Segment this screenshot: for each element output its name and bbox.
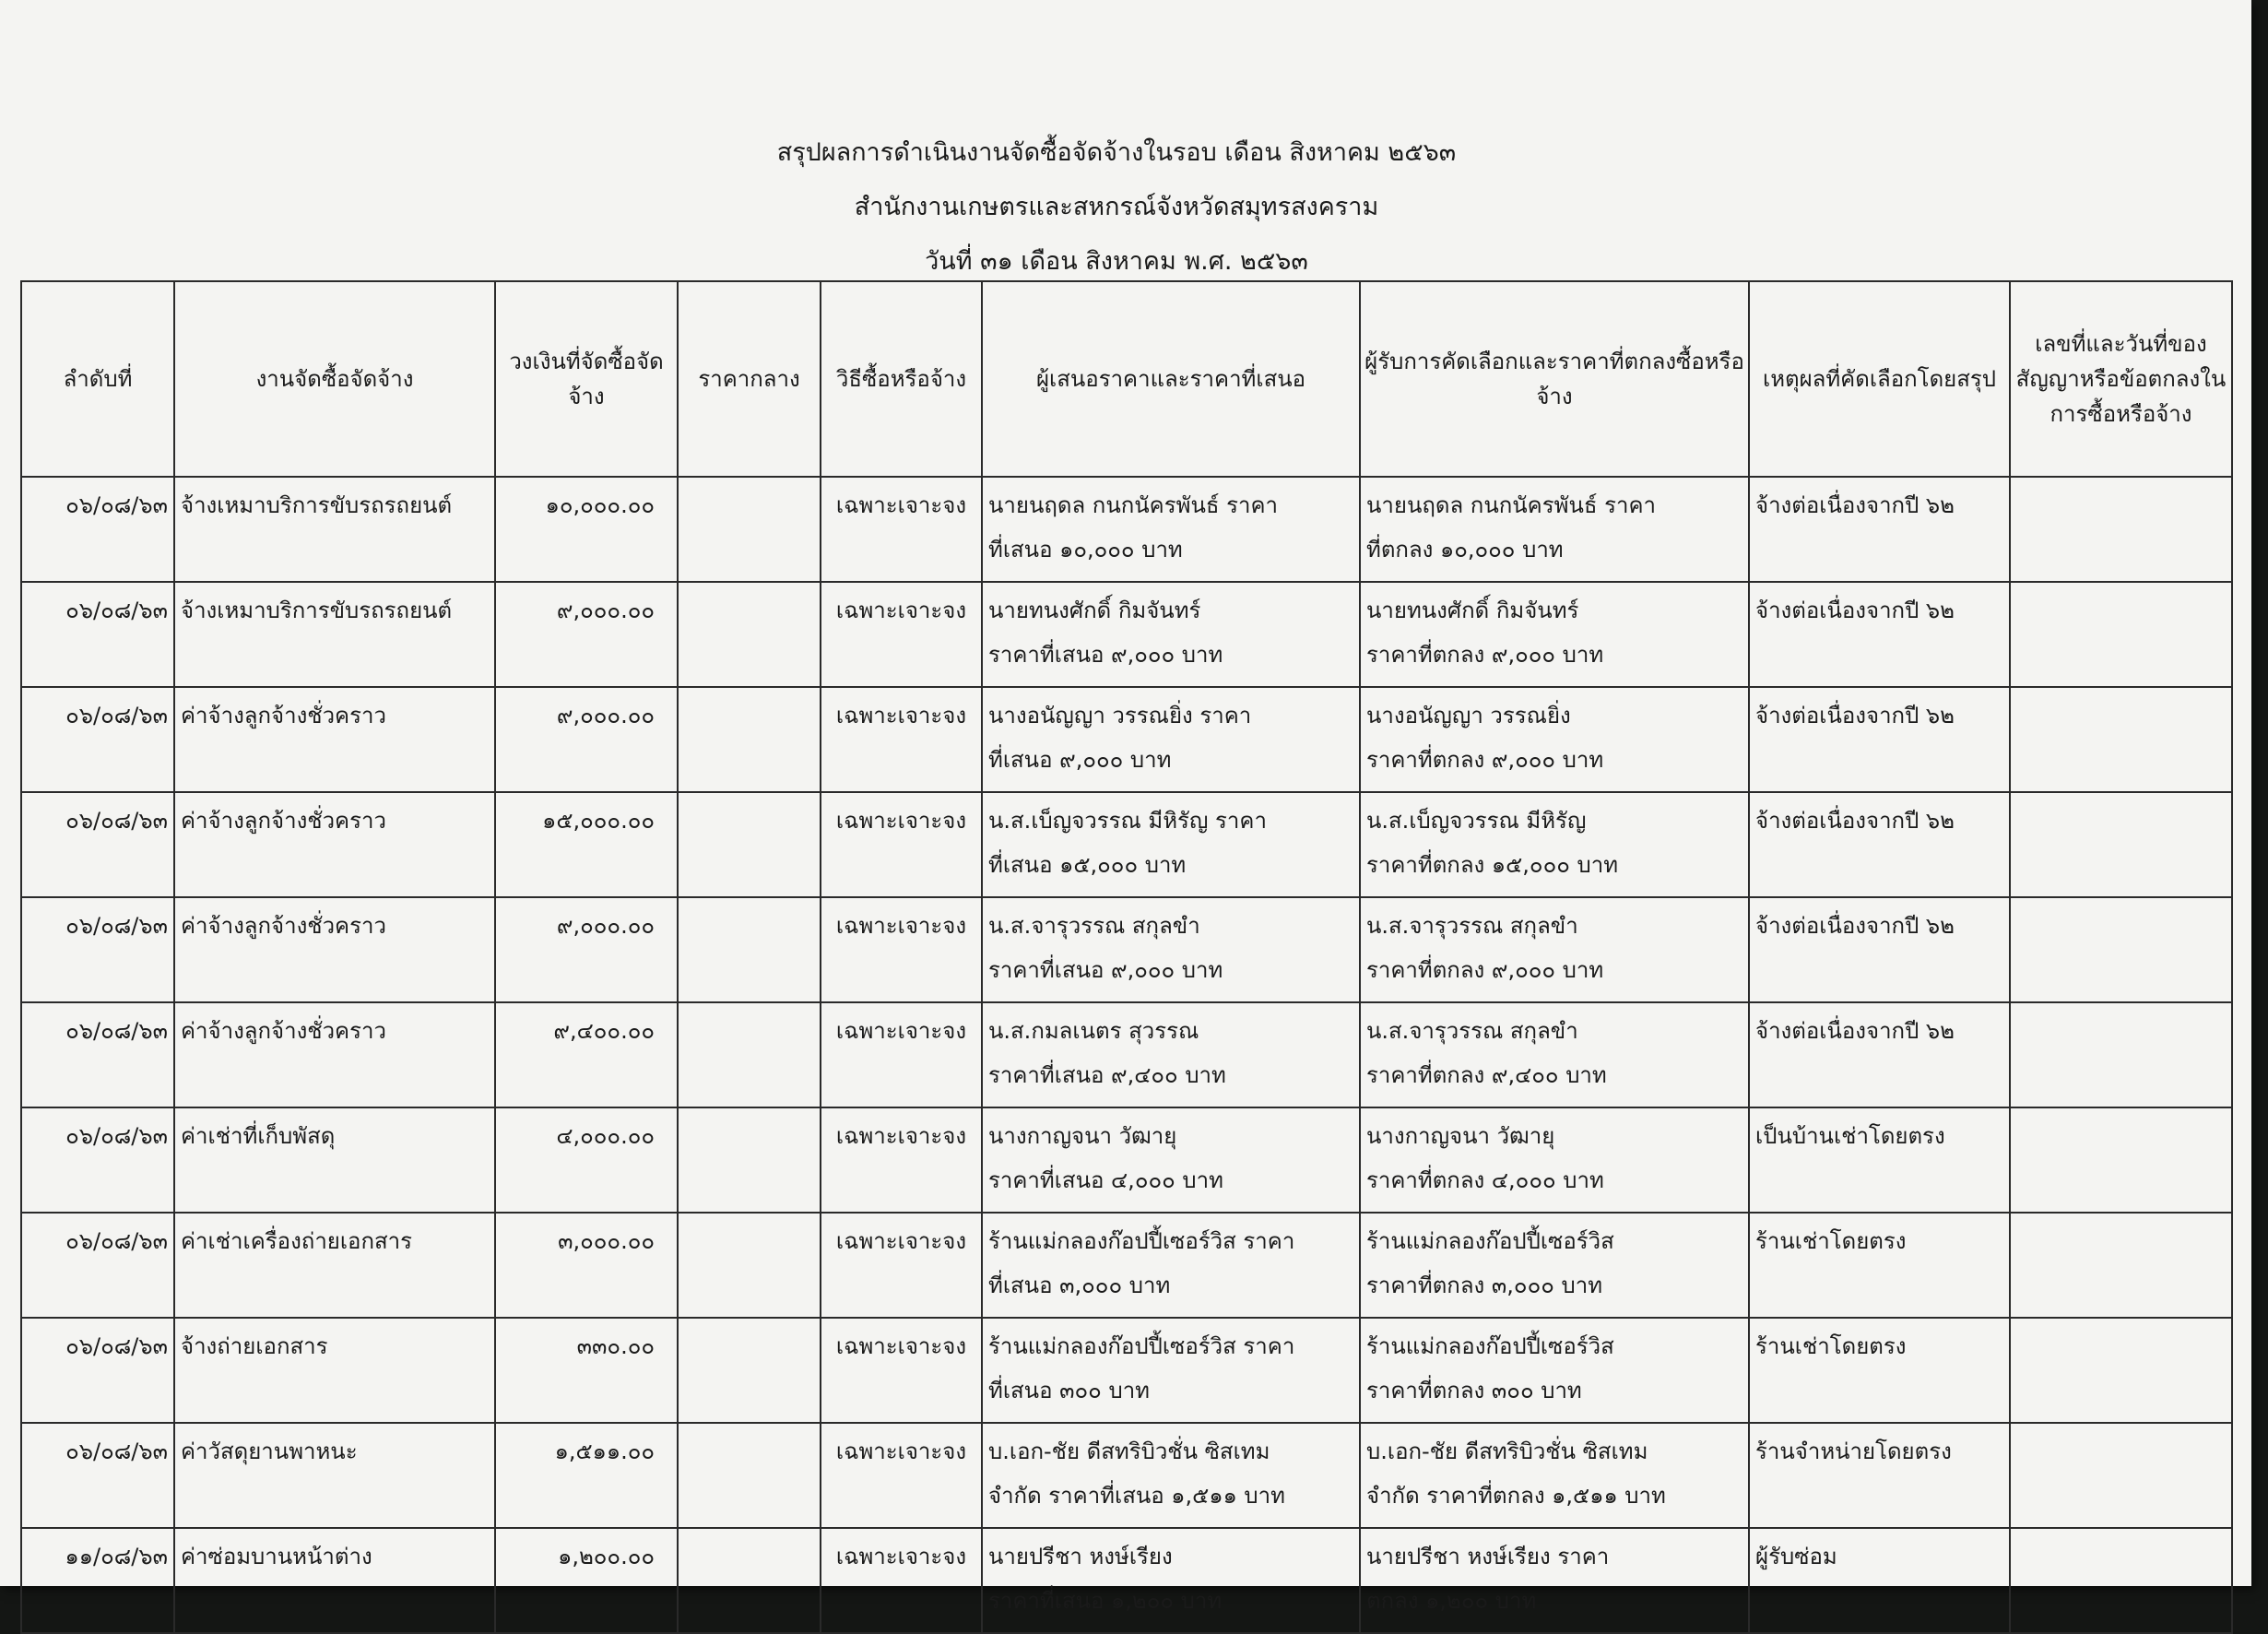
row-winner: ร้านแม่กลองก๊อปปี้เซอร์วิส ราคาที่ตกลง ๓,๐๐๐ บาท — [1360, 1213, 1749, 1318]
row-reason: ร้านเช่าโดยตรง — [1749, 1318, 2010, 1423]
row-date: ๐๖/๐๘/๖๓ — [21, 1318, 174, 1423]
document-subtitle — [0, 195, 2251, 219]
header-no: ลำดับที่ — [21, 281, 174, 477]
row-method: เฉพาะเจาะจง — [821, 1213, 982, 1318]
table-row — [21, 1423, 2232, 1528]
row-work: ค่าจ้างลูกจ้างชั่วคราว — [174, 687, 495, 792]
row-median-price — [678, 1528, 821, 1633]
row-bidder: ร้านแม่กลองก๊อปปี้เซอร์วิส ราคา ที่เสนอ ๓๐๐ บาท — [982, 1318, 1360, 1423]
row-contract — [2010, 1528, 2232, 1633]
row-median-price — [678, 1318, 821, 1423]
row-bidder: น.ส.เบ็ญจวรรณ มีหิรัญ ราคา ที่เสนอ ๑๕,๐๐๐ บาท — [982, 792, 1360, 897]
row-contract — [2010, 792, 2232, 897]
header-contract: เลขที่และวันที่ของสัญญาหรือข้อตกลงในการซื้อหรือจ้าง — [2010, 281, 2232, 477]
row-winner: น.ส.จารุวรรณ สกุลขำ ราคาที่ตกลง ๙,๔๐๐ บาท — [1360, 1002, 1749, 1107]
row-bidder: บ.เอก-ชัย ดีสทริบิวชั่น ซิสเทม จำกัด ราคาที่เสนอ ๑,๕๑๑ บาท — [982, 1423, 1360, 1528]
row-bidder: นางกาญจนา วัฒายุ ราคาที่เสนอ ๔,๐๐๐ บาท — [982, 1107, 1360, 1213]
row-bidder: น.ส.กมลเนตร สุวรรณ ราคาที่เสนอ ๙,๔๐๐ บาท — [982, 1002, 1360, 1107]
row-method: เฉพาะเจาะจง — [821, 1528, 982, 1633]
row-reason: ร้านจำหน่ายโดยตรง — [1749, 1423, 2010, 1528]
row-method: เฉพาะเจาะจง — [821, 1107, 982, 1213]
row-budget: ๙,๐๐๐.๐๐ — [495, 582, 678, 687]
row-work: ค่าซ่อมบานหน้าต่าง — [174, 1528, 495, 1633]
row-contract — [2010, 1213, 2232, 1318]
table-row — [21, 687, 2232, 792]
row-budget: ๙,๔๐๐.๐๐ — [495, 1002, 678, 1107]
row-budget: ๙,๐๐๐.๐๐ — [495, 687, 678, 792]
document-title — [0, 140, 2251, 165]
row-contract — [2010, 1318, 2232, 1423]
header-winner: ผู้รับการคัดเลือกและราคาที่ตกลงซื้อหรือจ้าง — [1360, 281, 1749, 477]
row-bidder: นายนฤดล กนกนัครพันธ์ ราคา ที่เสนอ ๑๐,๐๐๐ บาท — [982, 477, 1360, 582]
row-bidder: นางอนัญญา วรรณยิ่ง ราคา ที่เสนอ ๙,๐๐๐ บาท — [982, 687, 1360, 792]
table-row — [21, 582, 2232, 687]
table-row — [21, 1002, 2232, 1107]
row-date: ๐๖/๐๘/๖๓ — [21, 897, 174, 1002]
row-reason: จ้างต่อเนื่องจากปี ๖๒ — [1749, 582, 2010, 687]
row-median-price — [678, 897, 821, 1002]
row-contract — [2010, 1002, 2232, 1107]
row-reason: จ้างต่อเนื่องจากปี ๖๒ — [1749, 792, 2010, 897]
row-median-price — [678, 1002, 821, 1107]
row-winner: บ.เอก-ชัย ดีสทริบิวชั่น ซิสเทม จำกัด ราคาที่ตกลง ๑,๕๑๑ บาท — [1360, 1423, 1749, 1528]
table-row — [21, 1213, 2232, 1318]
row-work: ค่าจ้างลูกจ้างชั่วคราว — [174, 792, 495, 897]
row-reason: จ้างต่อเนื่องจากปี ๖๒ — [1749, 1002, 2010, 1107]
row-work: ค่าเช่าเครื่องถ่ายเอกสาร — [174, 1213, 495, 1318]
row-bidder: นายทนงศักดิ์ กิมจันทร์ ราคาที่เสนอ ๙,๐๐๐ บาท — [982, 582, 1360, 687]
row-contract — [2010, 687, 2232, 792]
row-date: ๑๑/๐๘/๖๓ — [21, 1528, 174, 1633]
row-work: ค่าจ้างลูกจ้างชั่วคราว — [174, 1002, 495, 1107]
row-winner: ร้านแม่กลองก๊อปปี้เซอร์วิส ราคาที่ตกลง ๓๐๐ บาท — [1360, 1318, 1749, 1423]
table-row — [21, 1107, 2232, 1213]
row-median-price — [678, 477, 821, 582]
row-work: จ้างถ่ายเอกสาร — [174, 1318, 495, 1423]
row-median-price — [678, 1423, 821, 1528]
row-date: ๐๖/๐๘/๖๓ — [21, 582, 174, 687]
row-method: เฉพาะเจาะจง — [821, 897, 982, 1002]
document-date — [0, 249, 2251, 274]
row-budget: ๑,๒๐๐.๐๐ — [495, 1528, 678, 1633]
row-reason: จ้างต่อเนื่องจากปี ๖๒ — [1749, 897, 2010, 1002]
row-date: ๐๖/๐๘/๖๓ — [21, 1423, 174, 1528]
title-line-2: สำนักงานเกษตรและสหกรณ์จังหวัดสมุทรสงคราม — [854, 193, 1379, 221]
row-median-price — [678, 582, 821, 687]
row-median-price — [678, 792, 821, 897]
row-budget: ๑๐,๐๐๐.๐๐ — [495, 477, 678, 582]
table-row — [21, 1318, 2232, 1423]
row-method: เฉพาะเจาะจง — [821, 687, 982, 792]
row-work: ค่าจ้างลูกจ้างชั่วคราว — [174, 897, 495, 1002]
row-method: เฉพาะเจาะจง — [821, 1423, 982, 1528]
row-winner: นางอนัญญา วรรณยิ่ง ราคาที่ตกลง ๙,๐๐๐ บาท — [1360, 687, 1749, 792]
row-winner: น.ส.จารุวรรณ สกุลขำ ราคาที่ตกลง ๙,๐๐๐ บาท — [1360, 897, 1749, 1002]
title-line-3: วันที่ ๓๑ เดือน สิงหาคม พ.ศ. ๒๕๖๓ — [925, 247, 1308, 276]
row-work: ค่าวัสดุยานพาหนะ — [174, 1423, 495, 1528]
row-winner: น.ส.เบ็ญจวรรณ มีหิรัญ ราคาที่ตกลง ๑๕,๐๐๐ บาท — [1360, 792, 1749, 897]
table-row — [21, 792, 2232, 897]
row-median-price — [678, 1213, 821, 1318]
header-budget: วงเงินที่จัดซื้อจัดจ้าง — [495, 281, 678, 477]
table-row — [21, 477, 2232, 582]
row-date: ๐๖/๐๘/๖๓ — [21, 1107, 174, 1213]
row-budget: ๔,๐๐๐.๐๐ — [495, 1107, 678, 1213]
row-winner: นายทนงศักดิ์ กิมจันทร์ ราคาที่ตกลง ๙,๐๐๐ บาท — [1360, 582, 1749, 687]
row-winner: นายปรีชา หงษ์เรียง ราคา ตกลง ๑,๒๐๐ บาท — [1360, 1528, 1749, 1633]
row-reason: จ้างต่อเนื่องจากปี ๖๒ — [1749, 477, 2010, 582]
row-method: เฉพาะเจาะจง — [821, 792, 982, 897]
row-reason: ผู้รับซ่อม — [1749, 1528, 2010, 1633]
row-budget: ๓๓๐.๐๐ — [495, 1318, 678, 1423]
row-bidder: น.ส.จารุวรรณ สกุลขำ ราคาที่เสนอ ๙,๐๐๐ บาท — [982, 897, 1360, 1002]
row-work: จ้างเหมาบริการขับรถรถยนต์ — [174, 477, 495, 582]
table-row — [21, 1528, 2232, 1633]
table-row — [21, 897, 2232, 1002]
row-date: ๐๖/๐๘/๖๓ — [21, 1213, 174, 1318]
row-date: ๐๖/๐๘/๖๓ — [21, 687, 174, 792]
row-method: เฉพาะเจาะจง — [821, 477, 982, 582]
table-header-row — [21, 281, 2232, 477]
header-work: งานจัดซื้อจัดจ้าง — [174, 281, 495, 477]
header-median-price: ราคากลาง — [678, 281, 821, 477]
row-method: เฉพาะเจาะจง — [821, 1002, 982, 1107]
row-winner: นางกาญจนา วัฒายุ ราคาที่ตกลง ๔,๐๐๐ บาท — [1360, 1107, 1749, 1213]
row-work: ค่าเช่าที่เก็บพัสดุ — [174, 1107, 495, 1213]
row-budget: ๑,๕๑๑.๐๐ — [495, 1423, 678, 1528]
row-date: ๐๖/๐๘/๖๓ — [21, 792, 174, 897]
header-reason: เหตุผลที่คัดเลือกโดยสรุป — [1749, 281, 2010, 477]
row-budget: ๙,๐๐๐.๐๐ — [495, 897, 678, 1002]
row-method: เฉพาะเจาะจง — [821, 1318, 982, 1423]
row-median-price — [678, 1107, 821, 1213]
row-contract — [2010, 1423, 2232, 1528]
row-reason: จ้างต่อเนื่องจากปี ๖๒ — [1749, 687, 2010, 792]
row-method: เฉพาะเจาะจง — [821, 582, 982, 687]
title-line-1: สรุปผลการดำเนินงานจัดซื้อจัดจ้างในรอบ เดือน สิงหาคม ๒๕๖๓ — [776, 138, 1457, 167]
row-reason: ร้านเช่าโดยตรง — [1749, 1213, 2010, 1318]
row-contract — [2010, 582, 2232, 687]
row-work: จ้างเหมาบริการขับรถรถยนต์ — [174, 582, 495, 687]
row-date: ๐๖/๐๘/๖๓ — [21, 477, 174, 582]
row-bidder: นายปรีชา หงษ์เรียง ราคาที่เสนอ ๑,๒๐๐ บาท — [982, 1528, 1360, 1633]
row-budget: ๓,๐๐๐.๐๐ — [495, 1213, 678, 1318]
header-bidders: ผู้เสนอราคาและราคาที่เสนอ — [982, 281, 1360, 477]
row-contract — [2010, 477, 2232, 582]
row-median-price — [678, 687, 821, 792]
procurement-table — [20, 280, 2233, 1634]
row-winner: นายนฤดล กนกนัครพันธ์ ราคา ที่ตกลง ๑๐,๐๐๐ บาท — [1360, 477, 1749, 582]
row-contract — [2010, 897, 2232, 1002]
row-date: ๐๖/๐๘/๖๓ — [21, 1002, 174, 1107]
row-bidder: ร้านแม่กลองก๊อปปี้เซอร์วิส ราคา ที่เสนอ ๓,๐๐๐ บาท — [982, 1213, 1360, 1318]
row-contract — [2010, 1107, 2232, 1213]
header-method: วิธีซื้อหรือจ้าง — [821, 281, 982, 477]
row-budget: ๑๕,๐๐๐.๐๐ — [495, 792, 678, 897]
row-reason: เป็นบ้านเช่าโดยตรง — [1749, 1107, 2010, 1213]
